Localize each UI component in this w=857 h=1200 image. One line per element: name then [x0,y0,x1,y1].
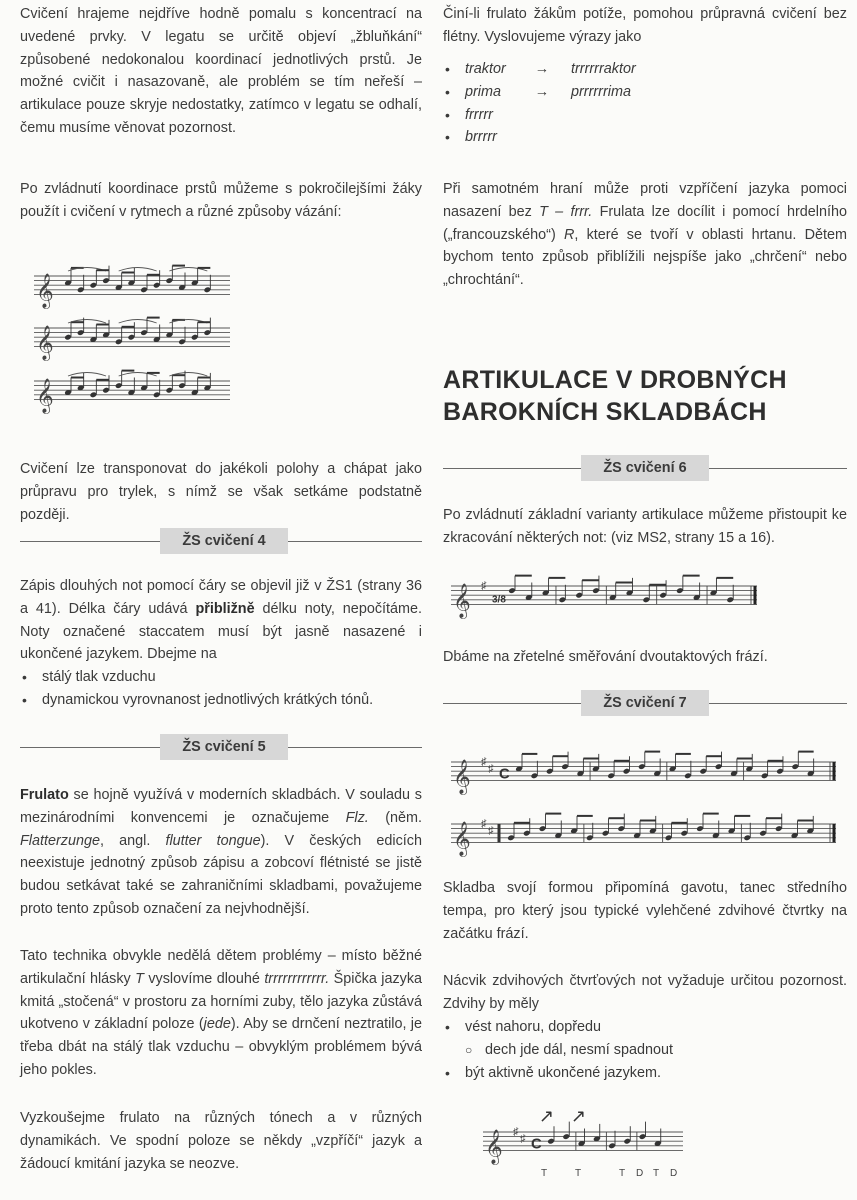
list-item: • traktor → trrrrrraktor [445,61,636,77]
exercise-header-6 [443,455,847,481]
list-item: • být aktivně ukončené jazykem. [445,1064,661,1081]
arrow-up-right-icon: ↗ [571,1106,587,1126]
music-staff-exercise-7a [451,746,841,796]
exercise-header-4 [20,528,422,554]
sharp-icon: ♯ [488,825,494,837]
music-staff-exercise-6 [451,570,761,620]
exercise-header-7 [443,690,847,716]
exercise-label: ŽS cvičení 6 [581,455,709,481]
paragraph-gavotte: Skladba svojí formou připomíná gavotu, tanec středního tempa, pro který jsou typické vylehčené zdvihové čtvrtky na začátku frází. [443,880,847,942]
tongue-syllable: T [653,1168,660,1179]
time-signature: 3/8 [492,594,506,606]
sharp-icon: ♯ [488,763,494,775]
tongue-syllable: T [575,1168,582,1179]
time-signature: C [499,765,510,783]
bullet-list-upbeats [443,1016,847,1084]
list-item-sub: ○ dech jde dál, nesmí spadnout [465,1041,674,1058]
treble-clef-icon: 𝄞 [36,273,54,309]
paragraph-intro: Cvičení hrajeme nejdříve hodně pomalu s koncentrací na uvedené prvky. V legatu se určitě objeví „žbluňkání“ způsobené nedokonalou koordinací jednotlivých prstů. Je možné cvičit i nasazovaně, ale problém se tím neřeší – artikulace pouze skryje nedostatky, zatímco v legatu se odhalí, čemu musíme věnovat pozornost. [20,6,422,136]
arrow-up-right-icon: ↗ [539,1106,555,1126]
treble-clef-icon: 𝄞 [36,325,54,361]
slur [119,320,157,324]
tongue-syllable: T [541,1168,548,1179]
music-staff-exercise-7b [451,808,841,858]
sharp-icon: ♯ [481,756,487,768]
tongue-syllable: D [636,1168,644,1179]
exercise-header-5 [20,734,422,760]
sharp-icon: ♯ [513,1126,519,1138]
sharp-icon: ♯ [520,1133,526,1145]
tongue-syllable: T [619,1168,626,1179]
list-item: • prima → prrrrrrima [445,83,631,100]
music-staff-rhythm-3 [34,369,234,414]
emphasis-text: přibližně [195,600,255,617]
paragraph-upbeats: Nácvik zdvihových čtvrťových not vyžaduje určitou pozornost. Zdvihy by měly [443,973,847,1012]
paragraph-technique: Tato technika obvykle nedělá dětem problémy – místo běžné artikulační hlásky T vyslovíme dlouhé trrrrrrrrrrrr. Špička jazyka kmitá „stočená“ v prostoru za horními zuby, tělo jazyka zůstává ukotveno v základní poloze (jede). Aby se drnčení neztratilo, je třeba dbát na stálý tlak vzduchu – obvyklým problémem bývá jeho pokles. [20,948,423,1078]
exercise-label: ŽS cvičení 7 [581,690,709,716]
paragraph-long-notes: Zápis dlouhých not pomocí čáry se objevil již v ŽS1 (strany 36 a 41). Délka čáry udává přibližně délku noty, nepočítáme. Noty označené staccatem musí být jasně nasazené i ukončené jazykem. Dbejme na [20,578,423,663]
list-item: • stálý tlak vzduchu [22,669,156,685]
slur [119,268,157,272]
paragraph-rhythms: Po zvládnutí koordinace prstů můžeme s pokročilejšími žáky použít i cvičení v rytmech a různé způsoby vázání: [20,181,422,220]
paragraph-exercises-without-flute: Činí-li frulato žákům potíže, pomohou průpravná cvičení bez flétny. Vyslovujeme výrazy jako [443,6,847,45]
time-signature: C [531,1135,542,1153]
section-heading: ARTIKULACE V DROBNÝCH BAROKNÍCH SKLADBÁCH [443,366,787,426]
treble-clef-icon: 𝄞 [36,378,54,414]
list-item: • vést nahoru, dopředu [445,1019,602,1035]
exercise-label: ŽS cvičení 5 [160,734,288,760]
music-staff-rhythm-2 [34,316,234,361]
list-item: • brrrrr [445,129,497,146]
paragraph-transpose: Cvičení lze transponovat do jakékoli polohy a chápat jako průpravu pro trylek, s nímž se však setkáme podstatně později. [20,461,422,523]
paragraph-shortening: Po zvládnutí základní varianty artikulace můžeme přistoupit ke zkracování některých not: (viz MS2, strany 15 a 16). [443,507,847,546]
slur [68,373,106,377]
paragraph-tongue-help: Při samotném hraní může proti vzpříčení jazyka pomoci nasazení bez T – frrr. Frulata lze docílit i pomocí hrdelního („francouzského“) R, které se tvoří v oblasti hrtanu. Dětem bychom tento způsob přiblížili nejspíše jako „chrčení“ nebo „chrochtání“. [443,181,848,289]
music-staff-rhythm-1 [34,264,234,309]
sharp-icon: ♯ [481,818,487,830]
music-staff-tonguing [483,1102,783,1182]
tongue-syllable: D [670,1168,678,1179]
exercise-label: ŽS cvičení 4 [160,528,288,554]
list-item: • dynamickou vyrovnanost jednotlivých krátkých tónů. [22,691,374,708]
bullet-list-syllables [443,58,847,149]
treble-clef-icon: 𝄞 [485,1129,503,1165]
treble-clef-icon: 𝄞 [453,583,471,619]
sharp-icon: ♯ [481,580,487,592]
paragraph-try-frulato: Vyzkoušejme frulato na různých tónech a v různých dynamikách. Ve spodní poloze se někdy „vzpříčí“ jazyk a žádoucí kmitání jazyka se neozve. [20,1110,422,1172]
paragraph-frulato: Frulato se hojně využívá v moderních skladbách. V souladu s mezinárodními konvencemi je označujeme Flz. (něm. Flatterzunge, angl. flutter tongue). V českých edicích neexistuje jednotný způsob zápisu a zobcoví flétnisté se jistě budou setkávat také se zahraničními skladbami, považujeme proto tento způsob označení za nejvhodnější. [20,787,423,917]
bullet-list-focus [20,666,422,712]
list-item: • frrrrr [445,106,493,123]
treble-clef-icon: 𝄞 [453,759,471,795]
paragraph-phrases: Dbáme na zřetelné směřování dvoutaktových frází. [443,649,768,665]
treble-clef-icon: 𝄞 [453,821,471,857]
